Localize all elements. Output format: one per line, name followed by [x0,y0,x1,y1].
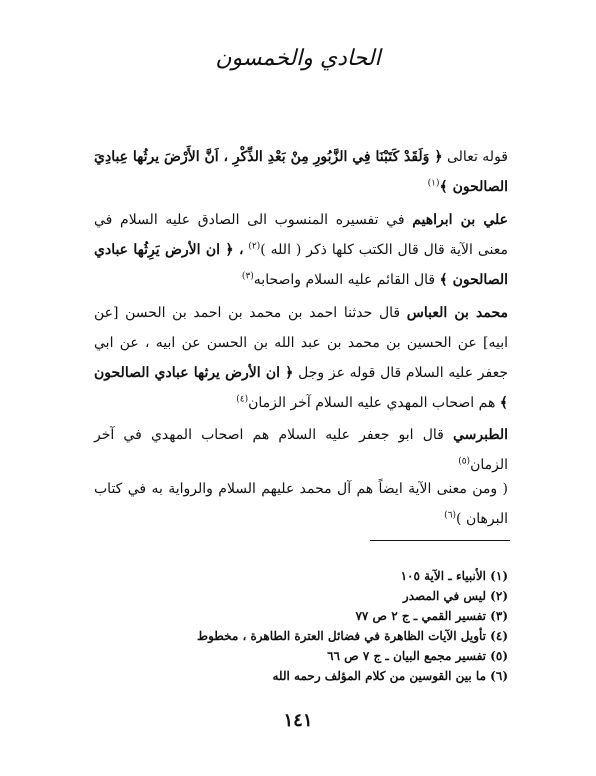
narrator-name: محمد بن العباس [406,305,508,321]
paragraph-text: قال حدثنا احمد بن محمد بن احمد بن الحسن [عن ابيه] عن الحسين بن محمد بن عبد الله بن الحسن عن ابيه ، عن ابي جعفر عليه السلام قال قوله عز وجل [94,305,508,381]
paragraph-muhammad-ibn-al-abbas [94,298,508,418]
paragraph-lead: قوله تعالى [447,149,509,165]
footnote-ref: (١) [427,178,440,189]
paragraph-text: قال القائم عليه السلام واصحابه [253,272,436,288]
footnote: (٥) تفسير مجمع البيان ـ ج ٧ ص ٦٦ [327,649,508,663]
footnote-ref: (٦) [444,510,457,521]
paragraph-text: ( ومن معنى الآية ايضاً هم آل محمد عليهم السلام والرواية به في كتاب البرهان ) [94,481,508,527]
paragraph-al-tabrisi [94,420,508,480]
footnote-ref: (٢) [248,241,261,252]
footnote-ref: (٣) [241,271,254,282]
narrator-name: الطبرسي [453,427,508,443]
paragraph-author-note [94,474,508,534]
narrator-name: علي بن ابراهيم [412,212,508,228]
footnote-divider [370,540,510,541]
paragraph-text: هم اصحاب المهدي عليه السلام آخر الزمان [248,395,496,411]
paragraph-text: قال ابو جعفر عليه السلام هم اصحاب المهدي في آخر الزمان [94,427,508,473]
footnote: (٦) ما بين القوسين من كلام المؤلف رحمه الله [272,669,508,683]
quran-verse: ، ﴿ ان الأرض يَرِثُها عبادي الصالحون ﴾ [94,242,508,288]
paragraph-ali-ibn-ibrahim [94,205,508,295]
paragraph-text: في تفسيره المنسوب الى الصادق عليه السلام في معنى الآية قال قال الكتب كلها ذكر ( الله ) [94,212,508,258]
footnotes [88,566,508,686]
footnote: (٤) تأويل الآيات الظاهرة في فضائل العترة الطاهرة ، مخطوط [196,629,508,643]
footnote: (٣) تفسير القمي ـ ج ٢ ص ٧٧ [355,609,508,623]
chapter-title: الحادي والخمسون [215,46,381,71]
footnote-ref: (٤) [236,394,249,405]
page-number: ١٤١ [283,710,313,731]
quran-verse: ﴿ وَلَقَدْ كَتَبْنَا فِي الزَّبُورِ مِنْ بَعْدِ الذِّكْرِ ، اَنَّ الأَرْضَ يرثُها عِبادِيَ الصالحون ﴾ [94,149,508,195]
footnote: (٢) ليس في المصدر [402,589,508,603]
paragraph-quran-verse [94,142,508,202]
footnote-ref: (٥) [458,456,471,467]
quran-verse: ﴿ ان الأرض يرثها عبادي الصالحون ﴾ [94,365,508,411]
footnote: (١) الأنبياء ـ الآية ١٠٥ [400,569,508,583]
